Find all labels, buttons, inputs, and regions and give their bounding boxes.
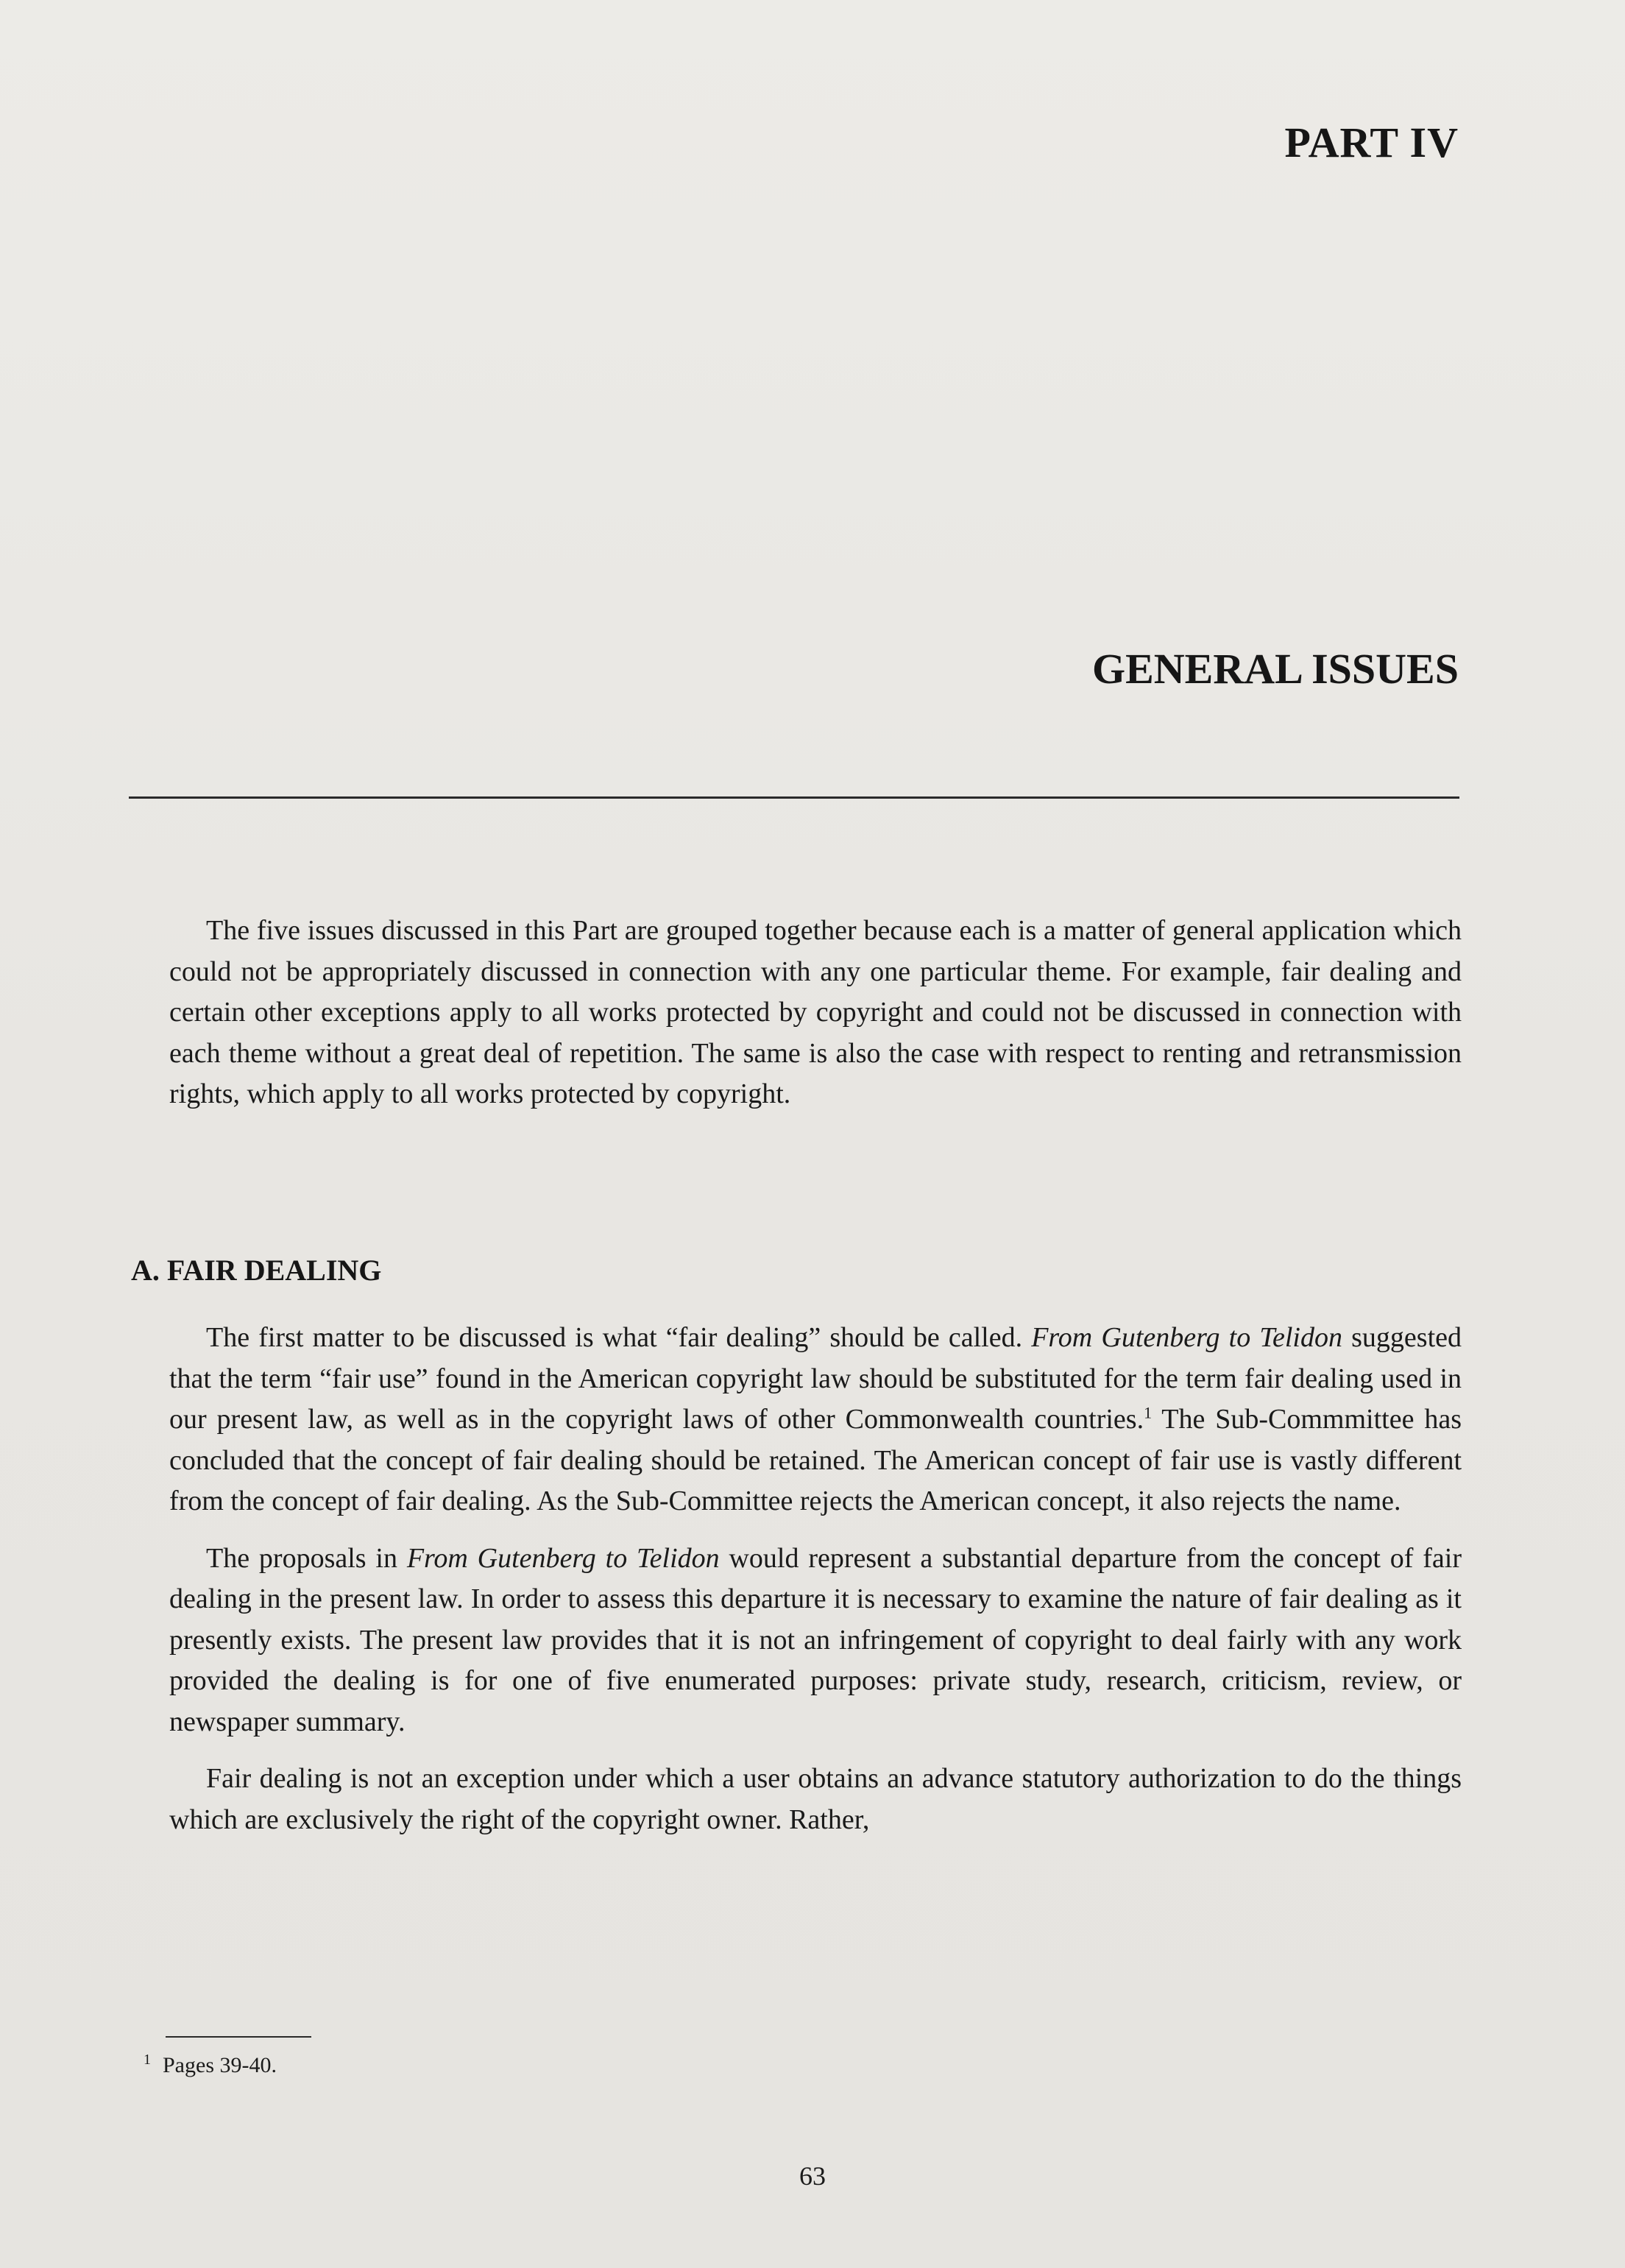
heading-rule: [129, 796, 1459, 799]
paragraph-text: The Sub-Commmittee has concluded that the concept of fair dealing should be retained. The American concept of fair use is vastly different from the concept of fair dealing. As the Sub-Committee rejects the American concept, it also rejects the name.: [169, 1404, 1462, 1516]
footnote-rule: [166, 2036, 311, 2038]
fair-dealing-block: [169, 1318, 1462, 1840]
footnote: [144, 2052, 277, 2078]
paragraph-text: The first matter to be discussed is what “fair dealing” should be called.: [206, 1322, 1032, 1353]
fair-dealing-paragraph-3: Fair dealing is not an exception under which a user obtains an advance statutory authorization to do the things which are exclusively the right of the copyright owner. Rather,: [169, 1763, 1462, 1835]
report-title: From Gutenberg to Telidon: [1031, 1322, 1342, 1353]
paragraph-text: would represent a substantial departure from the concept of fair dealing in the present law. In order to assess this departure it is necessary to examine the nature of fair dealing as it presently exists. The present law provides that it is not an infringement of copyright to deal fairly with any work provided the dealing is for one of five enumerated purposes: private study, research, criticism, review, or newspaper summary.: [169, 1542, 1462, 1737]
footnote-mark: 1: [144, 2052, 151, 2068]
paragraph-text: suggested that the term “fair use” found in the American copyright law should be substituted for the term fair dealing used in our present law, as well as in the copyright laws of other Commonwealth countries.: [169, 1322, 1462, 1435]
section-heading: GENERAL ISSUES: [1091, 645, 1459, 693]
footnote-reference: 1: [1144, 1403, 1153, 1422]
report-title: From Gutenberg to Telidon: [406, 1542, 720, 1574]
fair-dealing-paragraph-1: [169, 1318, 1462, 1522]
footnote-text: Pages 39-40.: [163, 2053, 277, 2077]
part-heading: PART IV: [1284, 119, 1459, 166]
fair-dealing-paragraph-2: [169, 1539, 1462, 1743]
intro-paragraph: The five issues discussed in this Part are grouped together because each is a matter of general application which could not be appropriately discussed in connection with any one particular theme. For example, fair dealing and certain other exceptions apply to all works protected by copyright and could not be discussed in connection with each theme without a great deal of repetition. The same is also the case with respect to renting and retransmission rights, which apply to all works protected by copyright.: [169, 915, 1462, 1109]
intro-block: [169, 911, 1462, 1115]
page-number: 63: [799, 2161, 826, 2191]
paragraph-text: The proposals in: [206, 1542, 407, 1574]
subsection-heading: A. FAIR DEALING: [131, 1254, 382, 1287]
